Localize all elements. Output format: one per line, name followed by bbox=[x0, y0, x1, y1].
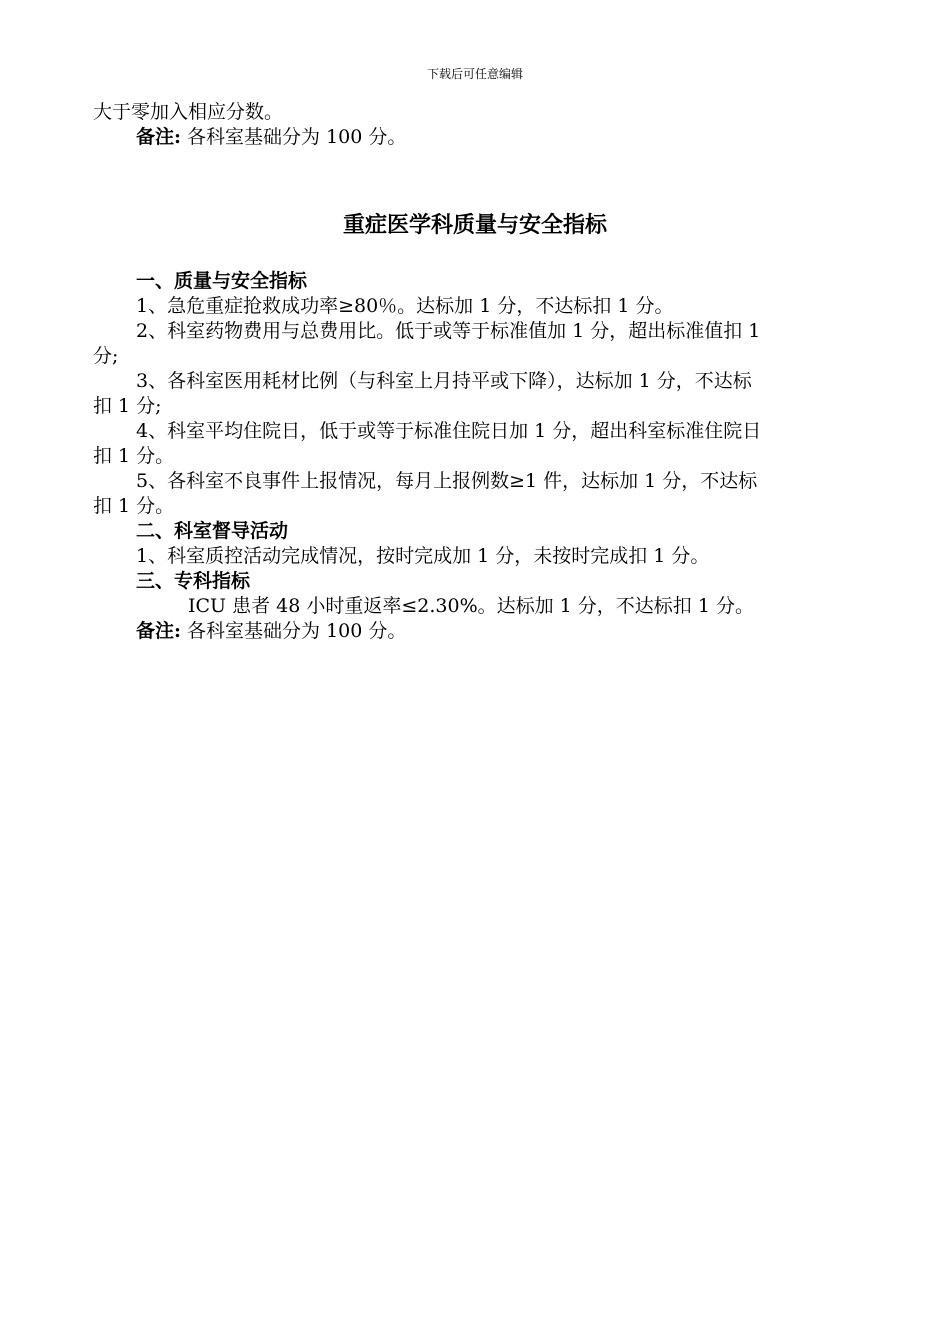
item-line: 4、科室平均住院日，低于或等于标准住院日加 1 分，超出科室标准住院日 bbox=[136, 420, 762, 442]
item-line: 3、各科室医用耗材比例（与科室上月持平或下降），达标加 1 分，不达标 bbox=[136, 370, 752, 392]
indicator-body bbox=[93, 269, 863, 644]
top-note bbox=[93, 125, 863, 150]
list-item bbox=[93, 369, 863, 419]
item-wrap: 扣 1 分。 bbox=[93, 495, 175, 517]
list-item bbox=[93, 294, 863, 319]
section2-heading: 二、科室督导活动 bbox=[136, 520, 289, 542]
note-label: 备注: bbox=[136, 620, 182, 642]
section1-heading: 一、质量与安全指标 bbox=[136, 270, 308, 292]
item-wrap: 扣 1 分。 bbox=[93, 445, 175, 467]
page-header: 下载后可任意编辑 bbox=[426, 67, 523, 81]
list-item bbox=[93, 419, 863, 469]
top-content bbox=[93, 100, 863, 150]
note-label: 备注: bbox=[136, 126, 182, 148]
section2-item: 1、科室质控活动完成情况，按时完成加 1 分，未按时完成扣 1 分。 bbox=[136, 545, 710, 567]
section3-heading: 三、专科指标 bbox=[136, 570, 251, 592]
list-item bbox=[93, 469, 863, 519]
item-line: 2、科室药物费用与总费用比。低于或等于标准值加 1 分，超出标准值扣 1 bbox=[136, 320, 761, 342]
document-title: 重症医学科质量与安全指标 bbox=[342, 212, 607, 238]
bottom-note bbox=[93, 619, 863, 644]
continuation-text: 大于零加入相应分数。 bbox=[93, 101, 284, 123]
item-line: 5、各科室不良事件上报情况，每月上报例数≥1 件，达标加 1 分，不达标 bbox=[136, 470, 758, 492]
item-line: 1、急危重症抢救成功率≥80％。达标加 1 分，不达标扣 1 分。 bbox=[136, 295, 674, 317]
note-text: 各科室基础分为 100 分。 bbox=[181, 126, 407, 148]
item-wrap: 分; bbox=[93, 345, 119, 367]
item-wrap: 扣 1 分; bbox=[93, 395, 162, 417]
list-item bbox=[93, 319, 863, 369]
note-text: 各科室基础分为 100 分。 bbox=[181, 620, 407, 642]
section3-item: ICU 患者 48 小时重返率≤2.30%。达标加 1 分，不达标扣 1 分。 bbox=[188, 595, 754, 617]
